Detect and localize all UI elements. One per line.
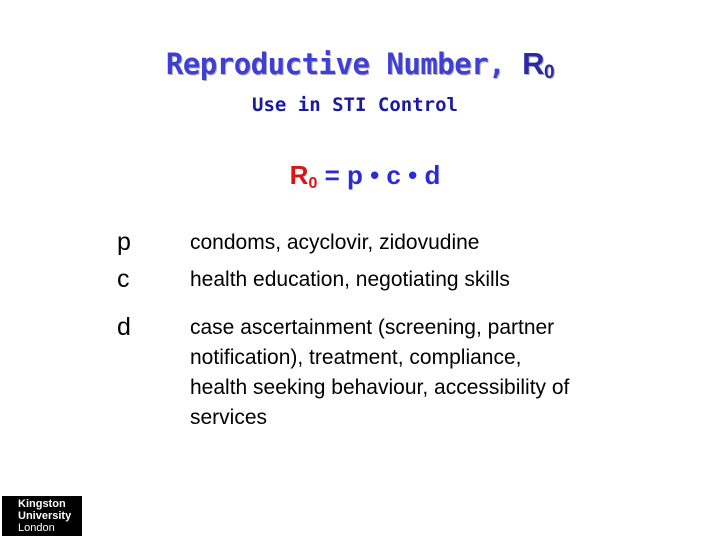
row-desc-c: health education, negotiating skills (190, 268, 510, 291)
logo-line-3: London (18, 522, 55, 534)
row-desc-p: condoms, acyclovir, zidovudine (190, 231, 480, 254)
row-letter-c: c (117, 265, 130, 293)
formula-r0: $R_0$ (289, 160, 318, 192)
title-text: Reproductive Number, (165, 47, 506, 81)
title-r0: $R_0$ (522, 46, 555, 83)
slide-title (0, 46, 720, 84)
slide-subtitle: Use in STI Control (252, 94, 458, 116)
row-desc-d: case ascertainment (screening, partner notification), treatment, compliance, health seeking behaviour, accessibility of services (190, 316, 570, 429)
logo-line-2: University (18, 510, 72, 522)
row-letter-p: p (117, 228, 131, 256)
formula-rest: = p • c • d (324, 160, 441, 190)
row-letter-d: d (117, 313, 131, 341)
logo-line-1: Kingston (18, 498, 66, 510)
kingston-university-logo (2, 496, 82, 536)
r0-formula (0, 160, 720, 193)
